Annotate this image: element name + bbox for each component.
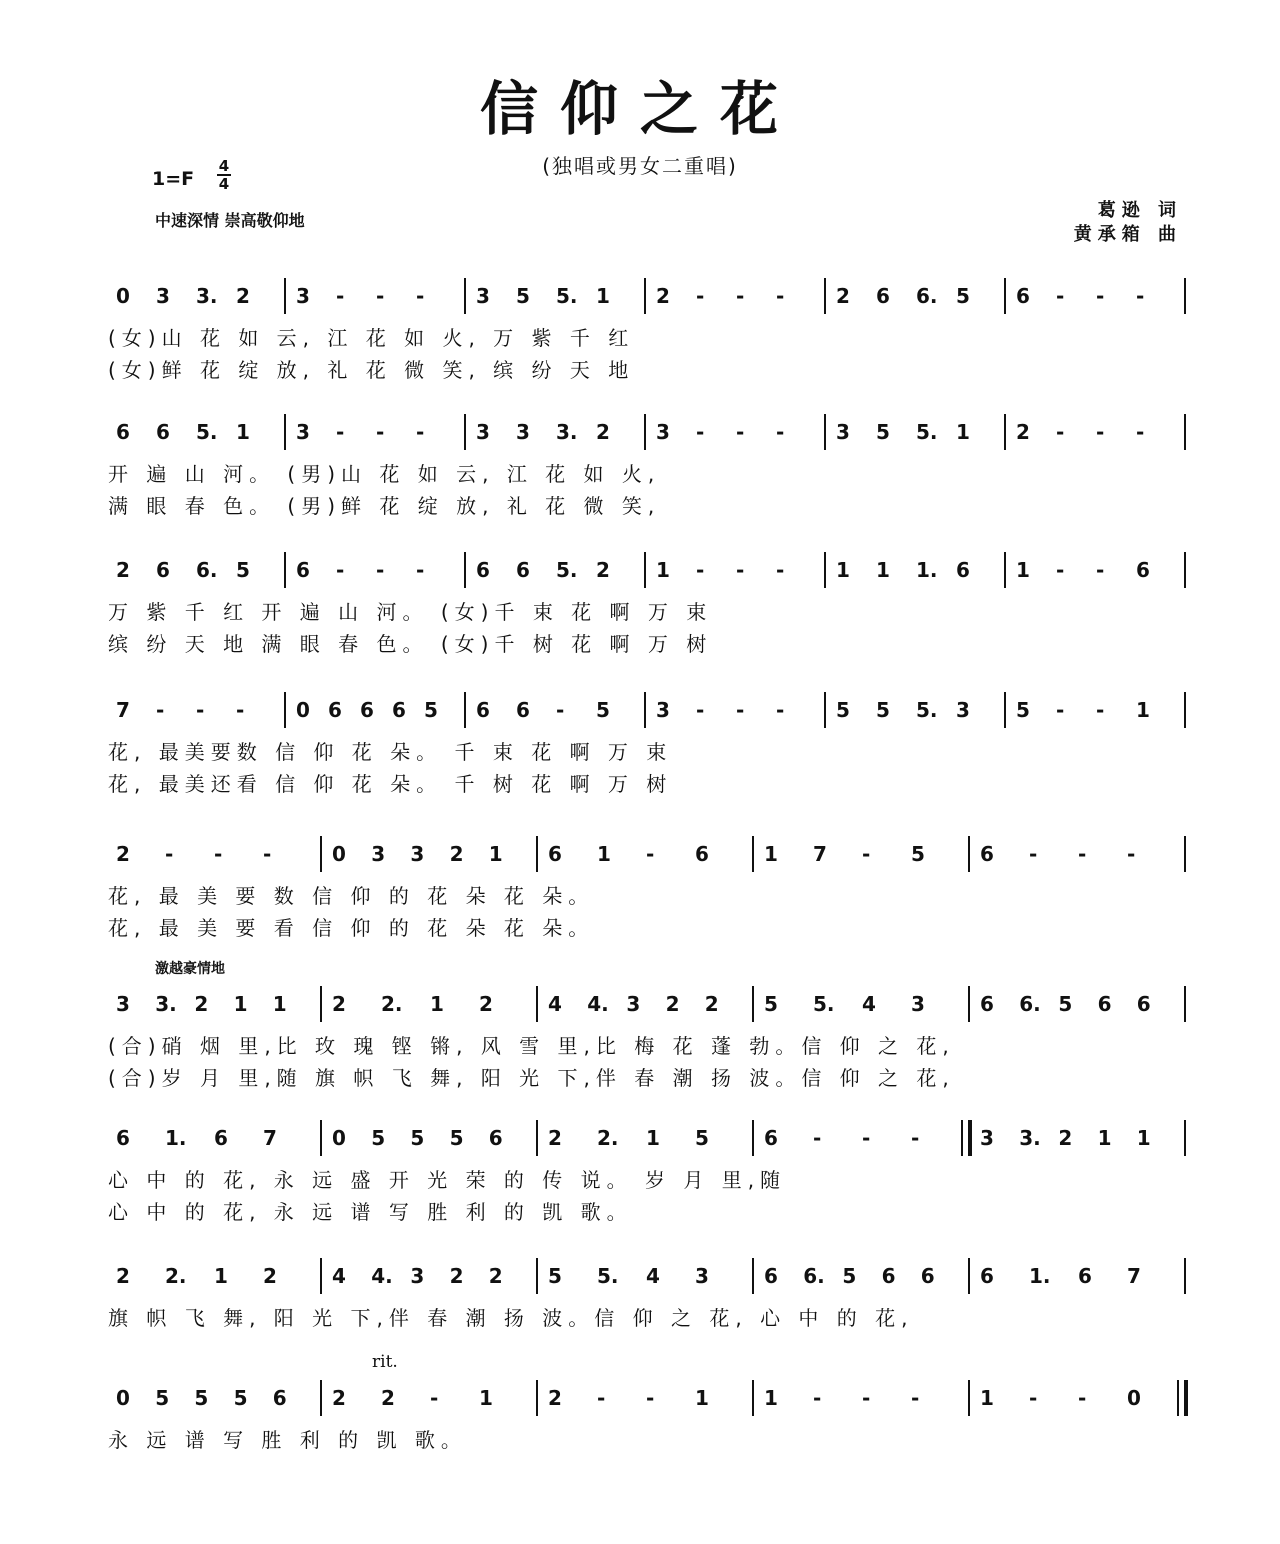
note: 3 (296, 420, 310, 444)
note: 6 (272, 1386, 287, 1410)
note: - (1029, 1386, 1038, 1410)
note: 1. (916, 558, 938, 582)
note: 6. (803, 1264, 825, 1288)
note: - (646, 842, 655, 866)
note: - (1056, 284, 1065, 308)
note: 2 (596, 558, 610, 582)
final-bar-line (464, 692, 466, 728)
lyric-line: 心 中 的 花, 永 远 盛 开 光 荣 的 传 说。 岁 月 里,随 (108, 1168, 787, 1192)
final-bar-line (644, 552, 646, 588)
note: 5 (449, 1126, 464, 1150)
note: 1 (214, 1264, 228, 1288)
note: - (336, 420, 345, 444)
note: 2 (704, 992, 719, 1016)
note: 3 (626, 992, 641, 1016)
note: 5. (916, 420, 938, 444)
note: 6 (980, 992, 994, 1016)
note: 4 (862, 992, 876, 1016)
note: - (165, 842, 174, 866)
note: 5. (196, 420, 218, 444)
note: 4. (371, 1264, 393, 1288)
lyric-line: 花, 最 美 要 数 信 仰 的 花 朵 花 朵。 (108, 884, 595, 908)
note: 1 (980, 1386, 994, 1410)
note: 3. (196, 284, 218, 308)
final-bar-line (1184, 1120, 1186, 1156)
note: 5 (516, 284, 530, 308)
key-signature: 1=F (152, 168, 195, 190)
note: 7 (813, 842, 827, 866)
score-system (0, 692, 1280, 812)
final-bar-line (536, 1380, 538, 1416)
note: 1 (1097, 1126, 1112, 1150)
note: 1 (656, 558, 670, 582)
note: 6 (488, 1126, 503, 1150)
note: 5 (876, 698, 890, 722)
note: - (862, 1386, 871, 1410)
final-bar-line (824, 278, 826, 314)
note: 6 (1136, 992, 1151, 1016)
note: 0 (332, 842, 346, 866)
note: 2 (236, 284, 250, 308)
note: - (1078, 842, 1087, 866)
final-bar-line (1004, 414, 1006, 450)
final-bar-line (536, 986, 538, 1022)
note: 3. (556, 420, 578, 444)
note: 1. (165, 1126, 187, 1150)
note: - (696, 420, 705, 444)
note: - (376, 284, 385, 308)
final-bar-line (536, 836, 538, 872)
note: 6 (156, 420, 170, 444)
note: - (1029, 842, 1038, 866)
score-system (0, 1120, 1280, 1240)
note: 3 (476, 420, 490, 444)
note: - (1136, 420, 1145, 444)
note: - (236, 698, 245, 722)
lyric-line: 心 中 的 花, 永 远 谱 写 胜 利 的 凯 歌。 (108, 1200, 633, 1224)
final-bar-line (824, 414, 826, 450)
note: 6 (764, 1126, 778, 1150)
note: - (430, 1386, 439, 1410)
song-subtitle: (独唱或男女二重唱) (542, 154, 738, 178)
final-bar-line (968, 986, 970, 1022)
note: 2 (479, 992, 493, 1016)
final-bar-line (284, 552, 286, 588)
note: 6 (328, 698, 342, 722)
note: 2. (165, 1264, 187, 1288)
note: 7 (116, 698, 130, 722)
note: 2 (381, 1386, 395, 1410)
note: 5 (548, 1264, 562, 1288)
note: 3. (1019, 1126, 1041, 1150)
score-system (0, 836, 1280, 956)
note: 5 (424, 698, 438, 722)
note: 6 (956, 558, 970, 582)
note: 6 (881, 1264, 896, 1288)
final-bar-line (1004, 692, 1006, 728)
note: 6 (156, 558, 170, 582)
final-bar-line (644, 414, 646, 450)
lyric-line: 花, 最美还看 信 仰 花 朵。 千 树 花 啊 万 树 (108, 772, 673, 796)
note: - (196, 698, 205, 722)
note: - (1056, 420, 1065, 444)
note: 6 (116, 1126, 130, 1150)
note: - (1127, 842, 1136, 866)
note: 2 (548, 1126, 562, 1150)
composer-credit: 黄承箱 曲 (1073, 224, 1182, 245)
note: 1 (695, 1386, 709, 1410)
note: 3 (296, 284, 310, 308)
final-bar-line (644, 692, 646, 728)
note: 6 (876, 284, 890, 308)
final-bar-line (1184, 1380, 1188, 1416)
final-bar-line (752, 1120, 754, 1156)
note: 1 (956, 420, 970, 444)
note: - (597, 1386, 606, 1410)
final-bar-line (968, 1120, 972, 1156)
final-bar-line (464, 552, 466, 588)
lyric-line: 永 远 谱 写 胜 利 的 凯 歌。 (108, 1428, 467, 1452)
note: 3 (911, 992, 925, 1016)
bar-line (961, 1120, 963, 1156)
note: 2 (836, 284, 850, 308)
note: - (156, 698, 165, 722)
note: 1 (1136, 1126, 1151, 1150)
note: 5. (556, 284, 578, 308)
note: 5 (194, 1386, 209, 1410)
note: 1 (764, 1386, 778, 1410)
note: 2 (1058, 1126, 1073, 1150)
note: 6 (764, 1264, 778, 1288)
note: 3 (980, 1126, 994, 1150)
note: - (1056, 558, 1065, 582)
note: 4. (587, 992, 609, 1016)
note: 3 (156, 284, 170, 308)
note: 6 (1097, 992, 1112, 1016)
note: - (1136, 284, 1145, 308)
final-bar-line (824, 692, 826, 728)
final-bar-line (752, 1258, 754, 1294)
note: 4 (548, 992, 562, 1016)
note: - (696, 558, 705, 582)
final-bar-line (752, 1380, 754, 1416)
note: - (813, 1126, 822, 1150)
note: 2 (488, 1264, 503, 1288)
note: 0 (116, 284, 130, 308)
lyric-line: (女)山 花 如 云, 江 花 如 火, 万 紫 千 红 (108, 326, 635, 350)
final-bar-line (968, 1258, 970, 1294)
note: - (416, 284, 425, 308)
note: - (376, 558, 385, 582)
note: - (416, 558, 425, 582)
final-bar-line (968, 836, 970, 872)
note: 2 (116, 1264, 130, 1288)
final-bar-line (1184, 1258, 1186, 1294)
tempo-marking: 中速深情 崇高敬仰地 (155, 211, 305, 230)
note: 6 (516, 698, 530, 722)
final-bar-line (536, 1120, 538, 1156)
final-bar-line (464, 278, 466, 314)
lyric-line: (女)鲜 花 绽 放, 礼 花 微 笑, 缤 纷 天 地 (108, 358, 635, 382)
score-system (0, 414, 1280, 534)
note: 6 (116, 420, 130, 444)
note: 6. (196, 558, 218, 582)
note: 0 (116, 1386, 130, 1410)
note: 6 (980, 1264, 994, 1288)
lyric-line: 花, 最 美 要 看 信 仰 的 花 朵 花 朵。 (108, 916, 595, 940)
final-bar-line (320, 986, 322, 1022)
song-title: 信仰之花 (479, 75, 800, 143)
note: 2. (381, 992, 403, 1016)
note: 6 (476, 698, 490, 722)
note: - (696, 698, 705, 722)
lyric-line: (合)硝 烟 里,比 玫 瑰 铿 锵, 风 雪 里,比 梅 花 蓬 勃。信 仰 之 花, (108, 1034, 955, 1058)
note: 2 (449, 842, 464, 866)
final-bar-line (320, 836, 322, 872)
score-system (0, 1258, 1280, 1378)
note: 6. (1019, 992, 1041, 1016)
note: 2 (116, 558, 130, 582)
note: - (911, 1386, 920, 1410)
note: 1 (646, 1126, 660, 1150)
final-bar-line (320, 1120, 322, 1156)
note: 0 (1127, 1386, 1141, 1410)
note: 1 (1016, 558, 1030, 582)
note: 7 (263, 1126, 277, 1150)
note: 6 (476, 558, 490, 582)
final-bar-line (1004, 278, 1006, 314)
note: - (1096, 698, 1105, 722)
lyricist-credit: 葛逊 词 (1097, 200, 1182, 221)
note: - (813, 1386, 822, 1410)
note: - (416, 420, 425, 444)
note: 6 (548, 842, 562, 866)
note: - (736, 420, 745, 444)
note: - (862, 842, 871, 866)
note: 5 (155, 1386, 170, 1410)
note: 2 (194, 992, 209, 1016)
final-bar-line (464, 414, 466, 450)
note: 3 (410, 842, 425, 866)
note: 7 (1127, 1264, 1141, 1288)
final-bar-line (320, 1380, 322, 1416)
note: 2 (449, 1264, 464, 1288)
note: - (1096, 558, 1105, 582)
note: - (263, 842, 272, 866)
section-tempo-marking: 激越豪情地 (155, 961, 225, 977)
note: - (1096, 284, 1105, 308)
note: - (736, 284, 745, 308)
note: 3 (410, 1264, 425, 1288)
note: - (911, 1126, 920, 1150)
final-bar-line (752, 836, 754, 872)
final-bar-line (968, 1380, 970, 1416)
note: 2 (332, 1386, 346, 1410)
score-system (0, 278, 1280, 398)
note: 6 (1078, 1264, 1092, 1288)
note: - (1056, 698, 1065, 722)
note: 1 (272, 992, 287, 1016)
note: 3 (695, 1264, 709, 1288)
note: - (736, 558, 745, 582)
note: - (336, 558, 345, 582)
rit-marking: rit. (372, 1352, 398, 1372)
note: 1 (233, 992, 248, 1016)
final-bar-line (284, 414, 286, 450)
note: 2 (116, 842, 130, 866)
note: - (1096, 420, 1105, 444)
score-system (0, 552, 1280, 672)
note: 2. (597, 1126, 619, 1150)
lyric-line: 缤 纷 天 地 满 眼 春 色。 (女)千 树 花 啊 万 树 (108, 632, 713, 656)
final-bar-line (1184, 836, 1186, 872)
bar-line (1177, 1380, 1179, 1416)
note: 5. (597, 1264, 619, 1288)
note: 5 (371, 1126, 386, 1150)
note: 5 (236, 558, 250, 582)
time-signature: 4 4 (218, 157, 230, 193)
final-bar-line (1184, 986, 1186, 1022)
note: 6 (1136, 558, 1150, 582)
note: 5 (911, 842, 925, 866)
note: 1. (1029, 1264, 1051, 1288)
note: 6 (980, 842, 994, 866)
note: 5 (876, 420, 890, 444)
note: 5 (695, 1126, 709, 1150)
final-bar-line (644, 278, 646, 314)
note: 1 (596, 284, 610, 308)
note: 6. (916, 284, 938, 308)
note: 2 (665, 992, 680, 1016)
note: 1 (488, 842, 503, 866)
final-bar-line (1184, 692, 1186, 728)
note: - (736, 698, 745, 722)
note: 5 (956, 284, 970, 308)
note: 5 (233, 1386, 248, 1410)
note: 2 (263, 1264, 277, 1288)
note: 6 (1016, 284, 1030, 308)
note: 5 (596, 698, 610, 722)
final-bar-line (284, 692, 286, 728)
note: 1 (876, 558, 890, 582)
note: 1 (836, 558, 850, 582)
note: 5 (836, 698, 850, 722)
note: - (646, 1386, 655, 1410)
note: 3 (956, 698, 970, 722)
note: - (862, 1126, 871, 1150)
note: 5 (410, 1126, 425, 1150)
note: 0 (296, 698, 310, 722)
note: 3. (155, 992, 177, 1016)
note: 3 (656, 420, 670, 444)
note: - (696, 284, 705, 308)
note: 2 (332, 992, 346, 1016)
note: 3 (476, 284, 490, 308)
note: 6 (214, 1126, 228, 1150)
note: 5 (842, 1264, 857, 1288)
final-bar-line (1184, 552, 1186, 588)
note: - (214, 842, 223, 866)
note: - (776, 420, 785, 444)
lyric-line: 满 眼 春 色。 (男)鲜 花 绽 放, 礼 花 微 笑, (108, 494, 661, 518)
note: 4 (332, 1264, 346, 1288)
note: 3 (116, 992, 130, 1016)
note: 3 (371, 842, 386, 866)
note: 6 (392, 698, 406, 722)
note: 6 (695, 842, 709, 866)
note: 0 (332, 1126, 346, 1150)
score-system (0, 986, 1280, 1106)
note: 1 (597, 842, 611, 866)
note: 1 (430, 992, 444, 1016)
note: - (776, 558, 785, 582)
note: 1 (1136, 698, 1150, 722)
note: 6 (516, 558, 530, 582)
note: 1 (479, 1386, 493, 1410)
final-bar-line (284, 278, 286, 314)
note: 2 (1016, 420, 1030, 444)
final-bar-line (824, 552, 826, 588)
note: - (376, 420, 385, 444)
note: - (556, 698, 565, 722)
note: 5 (764, 992, 778, 1016)
note: - (776, 698, 785, 722)
note: 3 (656, 698, 670, 722)
note: 3 (836, 420, 850, 444)
note: 6 (360, 698, 374, 722)
note: 3 (516, 420, 530, 444)
note: 5. (813, 992, 835, 1016)
note: 2 (596, 420, 610, 444)
note: 5 (1058, 992, 1073, 1016)
note: 6 (296, 558, 310, 582)
note: 4 (646, 1264, 660, 1288)
note: - (776, 284, 785, 308)
final-bar-line (536, 1258, 538, 1294)
note: - (336, 284, 345, 308)
note: 1 (236, 420, 250, 444)
lyric-line: 旗 帜 飞 舞, 阳 光 下,伴 春 潮 扬 波。信 仰 之 花, 心 中 的 花, (108, 1306, 914, 1330)
note: 6 (920, 1264, 935, 1288)
final-bar-line (1184, 414, 1186, 450)
note: 5. (556, 558, 578, 582)
lyric-line: 万 紫 千 红 开 遍 山 河。 (女)千 束 花 啊 万 束 (108, 600, 713, 624)
final-bar-line (1184, 278, 1186, 314)
final-bar-line (1004, 552, 1006, 588)
final-bar-line (752, 986, 754, 1022)
note: 2 (548, 1386, 562, 1410)
note: 1 (764, 842, 778, 866)
note: 5. (916, 698, 938, 722)
lyric-line: 花, 最美要数 信 仰 花 朵。 千 束 花 啊 万 束 (108, 740, 673, 764)
lyric-line: 开 遍 山 河。 (男)山 花 如 云, 江 花 如 火, (108, 462, 661, 486)
note: - (1078, 1386, 1087, 1410)
lyric-line: (合)岁 月 里,随 旗 帜 飞 舞, 阳 光 下,伴 春 潮 扬 波。信 仰 之 花, (108, 1066, 955, 1090)
note: 5 (1016, 698, 1030, 722)
note: 2 (656, 284, 670, 308)
final-bar-line (320, 1258, 322, 1294)
score-system (0, 1380, 1280, 1500)
